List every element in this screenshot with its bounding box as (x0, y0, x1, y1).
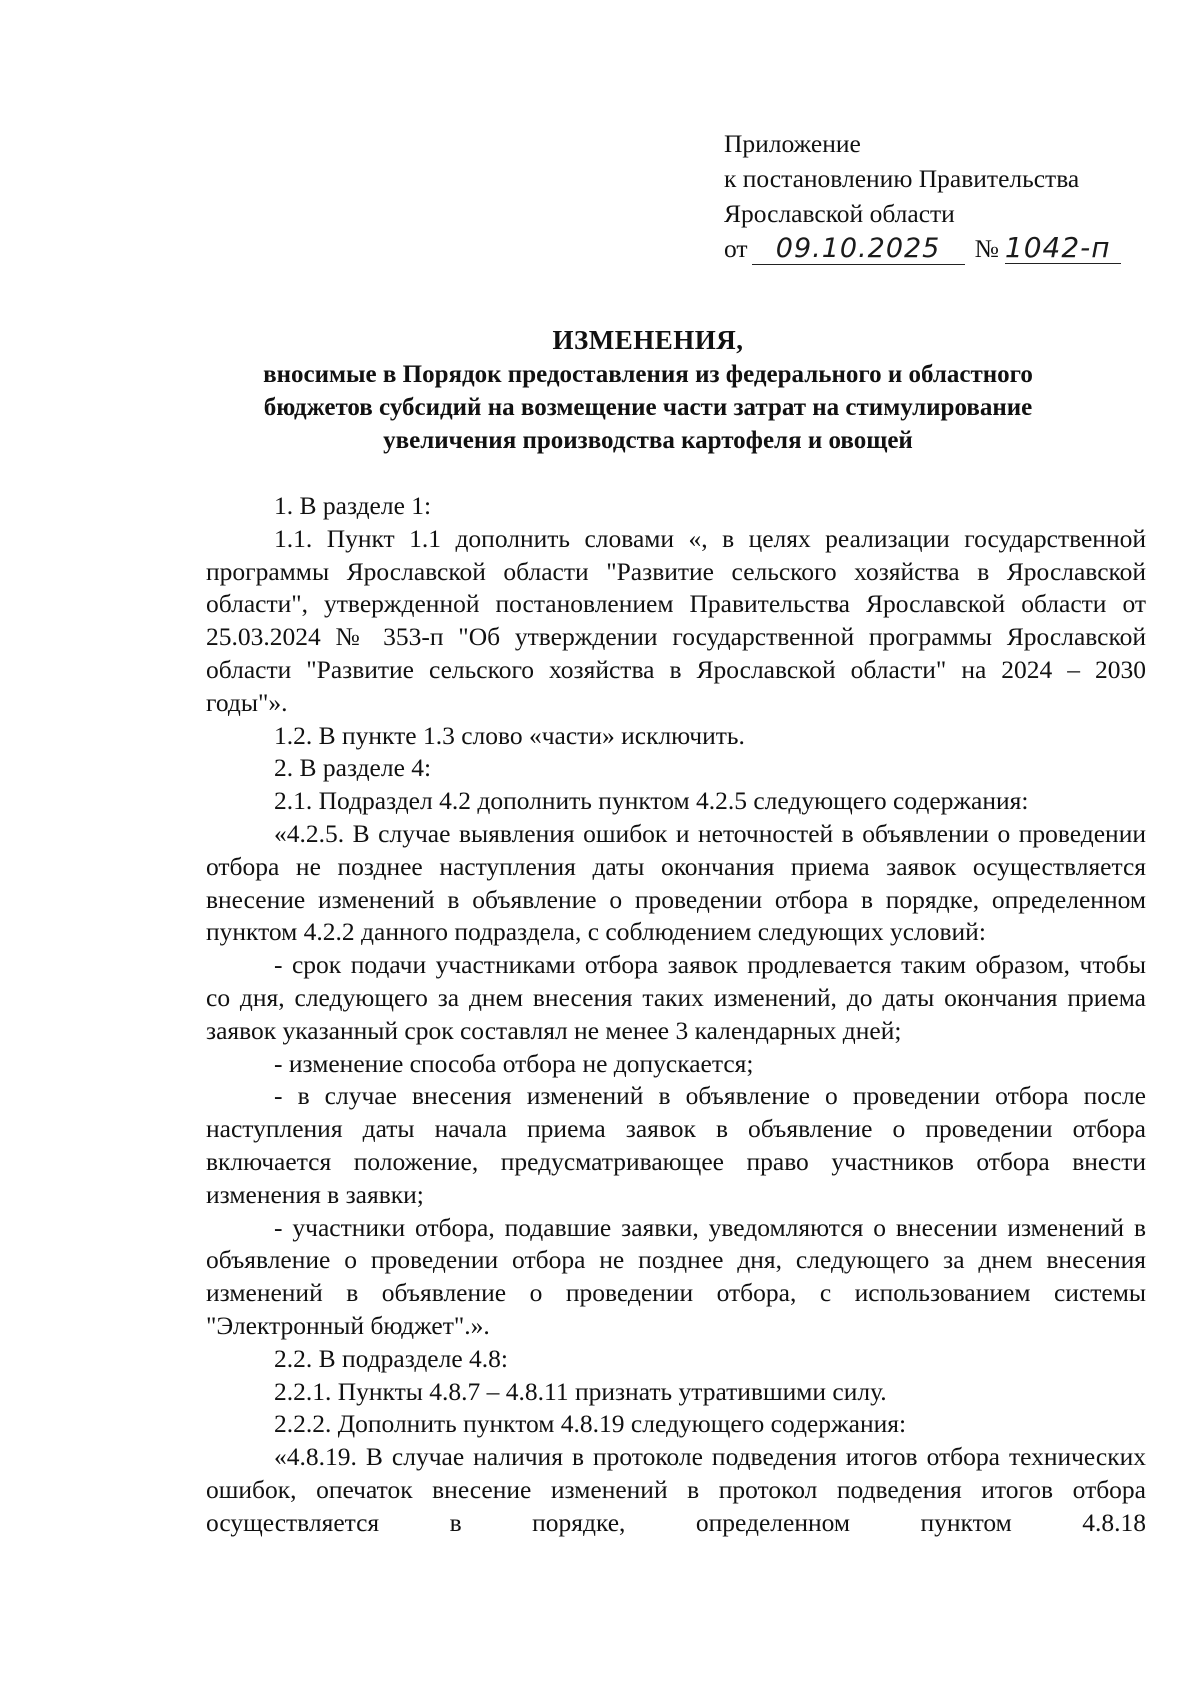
paragraph: 1.2. В пункте 1.3 слово «части» исключить. (274, 720, 745, 750)
appendix-date-number-line (724, 231, 1164, 266)
paragraph: 1. В разделе 1: (274, 491, 432, 520)
appendix-title: Приложение (724, 129, 861, 158)
handwritten-date: 09.10.2025 (752, 234, 965, 265)
title-line-3: увеличения производства картофеля и овощей (383, 427, 913, 454)
paragraph: - в случае внесения изменений в объявление о проведении отбора после наступления даты начала приема заявок в объявление о проведении отбора включается положение, предусматривающее право участников отбора внести изменения в заявки; (206, 1081, 1146, 1209)
appendix-header (724, 126, 1164, 266)
title-heading: ИЗМЕНЕНИЯ, (552, 325, 744, 355)
title-line-2: бюджетов субсидий на возмещение части затрат на стимулирование (263, 394, 1033, 421)
paragraph: 2.2.2. Дополнить пунктом 4.8.19 следующего содержания: (274, 1409, 907, 1439)
handwritten-number: 1042-п (1005, 233, 1121, 264)
paragraph: - срок подачи участниками отбора заявок продлевается таким образом, чтобы со дня, следующего за днем внесения таких изменений, до даты окончания приема заявок указанный срок составлял не менее 3 календарных дней; (206, 950, 1146, 1045)
document-body (206, 490, 1146, 1540)
document-title (190, 322, 1106, 457)
paragraph: 2.1. Подраздел 4.2 дополнить пунктом 4.2.5 следующего содержания: (274, 786, 1029, 816)
appendix-region: Ярославской области (724, 199, 955, 228)
title-line-1: вносимые в Порядок предоставления из федерального и областного (263, 361, 1033, 388)
appendix-reference: к постановлению Правительства (724, 164, 1080, 193)
paragraph: «4.2.5. В случае выявления ошибок и неточностей в объявлении о проведении отбора не позднее наступления даты окончания приема заявок осуществляется внесение изменений в объявление о проведении отбора в порядке, определенном пунктом 4.2.2 данного подраздела, с соблюдением следующих условий: (206, 818, 1146, 947)
paragraph: 2.2. В подразделе 4.8: (274, 1343, 508, 1373)
paragraph: - изменение способа отбора не допускается; (274, 1048, 754, 1078)
number-label: № (974, 234, 999, 263)
paragraph: «4.8.19. В случае наличия в протоколе подведения итогов отбора технических ошибок, опечаток внесение изменений в протокол подведения итогов отбора осуществляется в порядке, определенном пунктом 4.8.18 (206, 1442, 1146, 1537)
date-prefix: от (724, 234, 748, 263)
paragraph: 2.2.1. Пункты 4.8.7 – 4.8.11 признать утратившими силу. (274, 1376, 887, 1406)
paragraph: - участники отбора, подавшие заявки, уведомляются о внесении изменений в объявление о проведении отбора не позднее дня, следующего за днем внесения изменений в объявление о проведении отбора, с использованием системы "Электронный бюджет".». (206, 1212, 1146, 1340)
paragraph: 1.1. Пункт 1.1 дополнить словами «, в целях реализации государственной программы Ярославской области "Развитие сельского хозяйства в Ярославской области", утвержденной постановлением Правительства Ярославской области от 25.03.2024 № 353-п "Об утверждении государственной программы Ярославской области "Развитие сельского хозяйства в Ярославской области" на 2024 – 2030 годы"». (206, 523, 1146, 717)
paragraph: 2. В разделе 4: (274, 753, 432, 783)
